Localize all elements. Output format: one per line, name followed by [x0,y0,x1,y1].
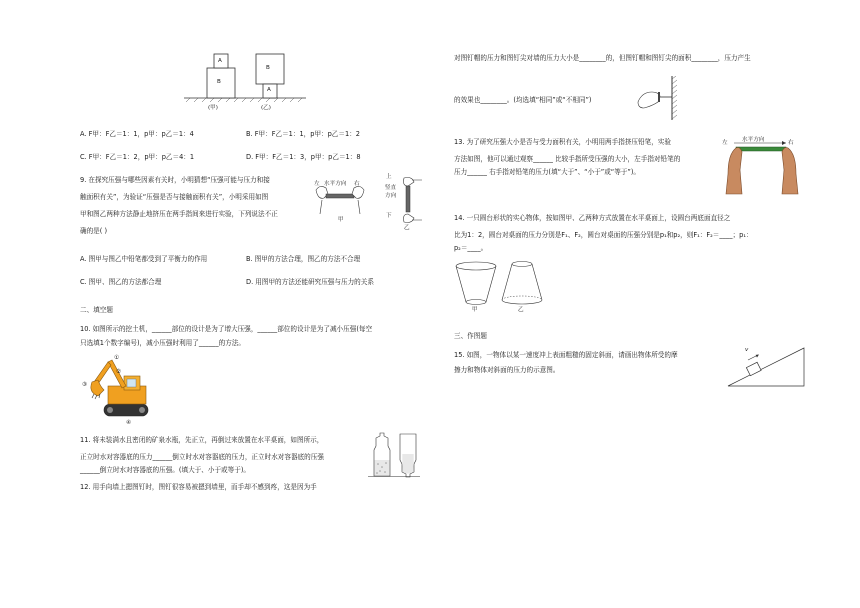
q12-cont-line-1: 对图钉帽的压力和图钉尖对墙的压力大小是________的，但图钉帽和图钉尖的面积________，压力产生 [454,54,751,62]
q9-line-3: 甲和图乙两种方法静止地挤压在两手指间来进行实验，下列说法不正 [80,210,278,218]
block-a-label-jia: A [218,58,222,64]
q13-line-1: 13. 为了研究压强大小是否与受力面积有关，小明用两手指挤压铅笔，实验 [454,138,671,146]
q9-fig-up: 上 [386,174,392,180]
q13-fig-left: 左 [722,140,728,146]
q9-fig-vertical: 竖直方向 [385,185,397,199]
q9-option-c[interactable]: C. 图甲、图乙的方法都合理 [80,278,162,286]
q10-line-2: 只选填1个数字编号)，减小压强时利用了______的方法。 [80,339,246,347]
q10-line-1: 10. 如图所示的挖土机，______部位的设计是为了增大压强，______部位的设计是为了减小压强(每空 [80,325,373,333]
q14-fig-yi: 乙 [518,307,524,313]
q9-fig-horizontal: 水平方向 [324,181,347,187]
q14-line-3: p₂＝____。 [454,244,488,252]
incline-figure [726,342,808,390]
q15-line-2: 擦力和物体对斜面的压力的示意图。 [454,366,560,374]
q13-fig-horizontal: 水平方向 [742,137,765,143]
caption-yi: (乙) [261,105,271,111]
q13-fig-right: 右 [788,140,794,146]
q9-line-2: 触面积有关”，为验证“压强是否与接触面积有关”，小明采用如图 [80,193,269,201]
section-fill-in-title: 二、填空题 [80,306,113,314]
q11-line-1: 11. 将未装满水且密闭的矿泉水瓶，先正立，再倒过来放置在水平桌面，如图所示， [80,436,324,444]
q9-fig-jia: 甲 [338,217,344,223]
block-b-label-jia: B [217,79,221,85]
q8-option-d[interactable]: D. F甲：F乙＝1：3，p甲：p乙＝1：8 [246,153,361,161]
thumbtack-wall-figure [636,76,688,120]
excavator-label-1: ① [114,355,120,361]
q14-line-1: 14. 一只圆台形状的实心物体，按如图甲、乙两种方式放置在水平桌面上，设圆台两底面直径之 [454,214,731,222]
q14-fig-jia: 甲 [472,307,478,313]
excavator-label-4: ④ [126,420,132,426]
q13-line-2: 方法如图，他可以通过观察______ 比较手指所受压强的大小，左手指对铅笔的 [454,155,681,163]
q9-option-d[interactable]: D. 用图甲的方法还能研究压强与压力的关系 [246,278,374,286]
caption-jia: (甲) [208,105,218,111]
q8-option-b[interactable]: B. F甲：F乙＝1：1，p甲：p乙＝1：2 [246,130,360,138]
section-drawing-title: 三、作图题 [454,332,487,340]
block-a-label-yi: A [267,87,271,93]
water-bottles-figure [368,432,420,478]
block-b-label-yi: B [266,65,270,71]
q9-option-b[interactable]: B. 图甲的方法合理，图乙的方法不合理 [246,255,361,263]
q9-fig-down: 下 [386,213,392,219]
q11-line-3: ______倒立时水对容器底的压强。(填大于、小于或等于)。 [80,466,250,474]
blocks-figure [184,50,310,112]
q15-line-1: 15. 如图，一物体以某一速度冲上表面粗糙的固定斜面，请画出物体所受的摩 [454,351,678,359]
q12-cont-line-2: 的效果也________。(均选填“相同”或“不相同”) [454,96,592,104]
q9-line-4: 确的是( ) [80,227,108,235]
q8-option-c[interactable]: C. F甲：F乙＝1：2，p甲：p乙＝4：1 [80,153,195,161]
frustum-figure [452,256,544,316]
q9-line-1: 9. 在探究压强与哪些因素有关时，小明猜想“压强可能与压力和接 [80,176,270,184]
q11-line-2: 正立时水对容器底的压力______倒立时水对容器底的压力，正立时水对容器底的压强 [80,453,324,461]
q9-fig-left: 左 [314,181,320,187]
q9-option-a[interactable]: A. 图甲与图乙中铅笔都受到了平衡力的作用 [80,255,208,263]
excavator-label-2: ② [116,369,122,375]
q9-fig-yi: 乙 [404,225,410,231]
q15-velocity-label: v [745,347,749,353]
q13-line-3: 压力______ 右手指对铅笔的压力(填“大于”、“小于”或“等于”)。 [454,168,640,176]
q14-line-2: 比为1：2，圆台对桌面的压力分别是F₁、F₂，圆台对桌面的压强分别是p₁和p₂，则F₁：F₂＝____；p₁： [454,231,753,239]
q12-line-1: 12. 用手向墙上摁图钉时，图钉很容易被摁到墙里，而手却不感到疼，这是因为手 [80,483,317,491]
excavator-label-3: ③ [82,382,88,388]
q9-fig-right: 右 [354,181,360,187]
q8-option-a[interactable]: A. F甲：F乙＝1：1，p甲：p乙＝1：4 [80,130,194,138]
